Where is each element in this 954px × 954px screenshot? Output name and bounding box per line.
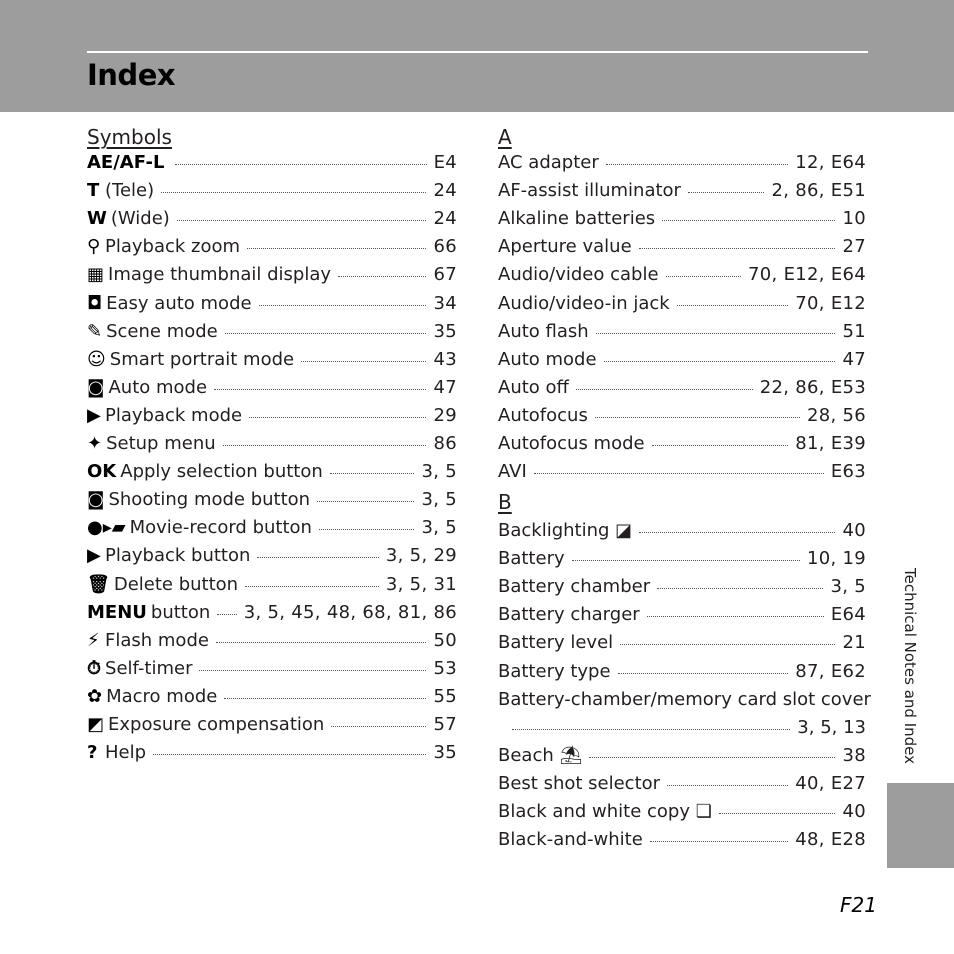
list-item bbox=[498, 405, 866, 431]
dot-leader bbox=[677, 305, 789, 306]
section-b-list bbox=[498, 520, 871, 860]
list-item-pages: 22, 86, E53 bbox=[759, 376, 866, 398]
list-item-label: Shooting mode button bbox=[108, 489, 311, 511]
list-item bbox=[498, 152, 866, 178]
section-heading-a: A bbox=[498, 125, 512, 149]
symbol-icon: ⚲ bbox=[87, 236, 101, 258]
dot-leader bbox=[595, 417, 800, 418]
dot-leader bbox=[214, 389, 426, 390]
list-item-pages: 29 bbox=[433, 404, 457, 426]
list-item-label: (Tele) bbox=[105, 180, 155, 202]
list-item bbox=[87, 714, 457, 740]
list-item bbox=[498, 461, 866, 487]
list-item-label: Macro mode bbox=[106, 685, 218, 707]
list-item bbox=[87, 574, 457, 600]
symbol-icon: AE/AF-L bbox=[87, 152, 165, 173]
list-item-pages: 70, E12 bbox=[795, 292, 866, 314]
symbol-icon: MENU bbox=[87, 601, 147, 623]
list-item-pages: 3, 5 bbox=[421, 517, 457, 539]
symbol-icon: ▶ bbox=[87, 545, 101, 567]
list-item-pages: E4 bbox=[433, 152, 457, 173]
list-item-label: Audio/video cable bbox=[498, 264, 659, 286]
list-item-wrapped-pages: 3, 5, 13 bbox=[797, 716, 866, 738]
list-item-pages: 3, 5, 45, 48, 68, 81, 86 bbox=[243, 601, 457, 623]
symbol-icon: T bbox=[87, 180, 100, 202]
list-item-label: Beach ⛱ bbox=[498, 744, 583, 766]
list-item-label: Auto mode bbox=[108, 376, 208, 398]
dot-leader bbox=[576, 389, 753, 390]
symbol-icon: ▦ bbox=[87, 264, 105, 286]
section-a-list bbox=[498, 152, 866, 483]
dot-leader bbox=[177, 220, 427, 221]
dot-leader bbox=[319, 529, 414, 530]
list-item bbox=[87, 461, 457, 487]
list-item-label: Smart portrait mode bbox=[109, 348, 295, 370]
dot-leader bbox=[153, 754, 426, 755]
list-item bbox=[87, 236, 457, 262]
list-item bbox=[87, 208, 457, 234]
list-item-pages: 40 bbox=[842, 801, 866, 822]
list-item-label: Auto mode bbox=[498, 348, 597, 370]
list-item-pages: 57 bbox=[433, 714, 457, 735]
list-item bbox=[498, 745, 866, 771]
list-item bbox=[498, 321, 866, 347]
list-item-pages: 10 bbox=[842, 208, 866, 230]
symbol-icon: ? bbox=[87, 742, 98, 764]
symbol-icon: ◩ bbox=[87, 714, 105, 735]
dot-leader bbox=[639, 248, 836, 249]
list-item bbox=[87, 377, 457, 403]
dot-leader bbox=[589, 757, 835, 758]
symbol-icon: 🗑 bbox=[87, 573, 110, 595]
list-item bbox=[87, 293, 457, 319]
list-item-pages: 24 bbox=[433, 208, 457, 230]
list-item-pages: 35 bbox=[433, 742, 457, 764]
symbol-icon: W bbox=[87, 208, 107, 230]
list-item-label: Playback button bbox=[105, 545, 251, 567]
dot-leader bbox=[639, 532, 835, 533]
list-item-label: Playback mode bbox=[105, 404, 243, 426]
dot-leader bbox=[572, 560, 800, 561]
list-item-label: AF-assist illuminator bbox=[498, 180, 681, 202]
list-item-label: (Wide) bbox=[110, 208, 170, 230]
side-tab-text: Technical Notes and Index bbox=[901, 568, 919, 765]
list-item bbox=[87, 180, 457, 206]
dot-leader bbox=[217, 614, 236, 615]
symbol-icon: ◙ bbox=[87, 376, 105, 398]
list-item-pages: 3, 5, 29 bbox=[385, 545, 457, 567]
list-item-label: Image thumbnail display bbox=[108, 264, 332, 286]
list-item bbox=[498, 293, 866, 319]
list-item bbox=[87, 152, 457, 178]
list-item bbox=[87, 405, 457, 431]
list-item-wrapped-label: Battery-chamber/memory card slot cover bbox=[498, 688, 871, 710]
list-item bbox=[498, 180, 866, 206]
dot-leader bbox=[199, 670, 426, 671]
list-item bbox=[498, 264, 866, 290]
list-item-pages: 86 bbox=[433, 433, 457, 454]
list-item bbox=[498, 661, 866, 687]
dot-leader bbox=[331, 726, 426, 727]
list-item-pages: 12, E64 bbox=[795, 152, 866, 173]
list-item-label: Exposure compensation bbox=[108, 714, 325, 735]
list-item-pages: 50 bbox=[433, 629, 457, 651]
section-heading-b: B bbox=[498, 490, 512, 514]
list-item-pages: 3, 5 bbox=[421, 489, 457, 511]
symbol-icon: ✿ bbox=[87, 685, 103, 707]
page-folio: F21 bbox=[840, 893, 877, 917]
dot-leader bbox=[647, 616, 824, 617]
list-item-pages: 87, E62 bbox=[795, 660, 866, 682]
list-item-label: Setup menu bbox=[106, 433, 216, 454]
list-item bbox=[87, 517, 457, 543]
dot-leader bbox=[317, 501, 414, 502]
list-item-pages: 55 bbox=[433, 685, 457, 707]
dot-leader bbox=[224, 698, 426, 699]
list-item bbox=[498, 377, 866, 403]
list-item bbox=[87, 658, 457, 684]
list-item-pages: 67 bbox=[433, 264, 457, 286]
dot-leader bbox=[175, 164, 426, 165]
list-item-pages: 81, E39 bbox=[795, 433, 866, 454]
list-item-label: Alkaline batteries bbox=[498, 208, 656, 230]
list-item-label: Battery charger bbox=[498, 604, 640, 626]
dot-leader bbox=[606, 164, 789, 165]
dot-leader bbox=[301, 361, 426, 362]
list-item-label: Flash mode bbox=[105, 629, 209, 651]
dot-leader bbox=[662, 220, 835, 221]
dot-leader bbox=[667, 785, 788, 786]
list-item bbox=[498, 236, 866, 262]
list-item-label: Scene mode bbox=[106, 320, 218, 342]
list-item-pages: 38 bbox=[842, 744, 866, 766]
list-item-label: Battery bbox=[498, 548, 565, 570]
list-item-label: AC adapter bbox=[498, 152, 599, 173]
list-item bbox=[87, 321, 457, 347]
list-item-pages: 35 bbox=[433, 320, 457, 342]
list-item-label: Movie-record button bbox=[129, 517, 312, 539]
list-item-pages: 3, 5 bbox=[830, 576, 866, 598]
list-item bbox=[87, 433, 457, 459]
list-item-pages: 21 bbox=[842, 632, 866, 654]
dot-leader bbox=[259, 305, 427, 306]
list-item-label: Easy auto mode bbox=[106, 292, 252, 314]
list-item-label: Autofocus bbox=[498, 404, 588, 426]
list-item-label: Self-timer bbox=[105, 657, 193, 679]
list-item-label: Best shot selector bbox=[498, 772, 661, 794]
header-rule bbox=[87, 51, 868, 53]
list-item-pages: 27 bbox=[842, 236, 866, 258]
dot-leader bbox=[330, 473, 415, 474]
symbol-icon: OK bbox=[87, 461, 117, 483]
list-item-label: Playback zoom bbox=[105, 236, 241, 258]
list-item-pages: 10, 19 bbox=[806, 548, 866, 570]
list-item bbox=[87, 489, 457, 515]
dot-leader bbox=[216, 642, 427, 643]
list-item bbox=[87, 349, 457, 375]
symbol-icon: ⚡ bbox=[87, 629, 100, 651]
list-item bbox=[498, 801, 866, 827]
list-item-label: Backlighting ◪ bbox=[498, 520, 633, 541]
list-item bbox=[498, 349, 866, 375]
list-item-label: button bbox=[150, 601, 211, 623]
list-item-label: Apply selection button bbox=[120, 461, 323, 483]
list-item-pages: 34 bbox=[433, 292, 457, 314]
list-item-label: Aperture value bbox=[498, 236, 632, 258]
dot-leader bbox=[604, 361, 836, 362]
symbol-icon: ●▸▰ bbox=[87, 517, 126, 539]
side-tab bbox=[887, 783, 954, 868]
list-item bbox=[87, 630, 457, 656]
symbol-icon: ⏱ bbox=[87, 657, 102, 679]
dot-leader bbox=[657, 588, 823, 589]
list-item-pages: 43 bbox=[433, 348, 457, 370]
list-item-pages: 47 bbox=[842, 348, 866, 370]
list-item bbox=[87, 545, 457, 571]
dot-leader bbox=[688, 192, 765, 193]
list-item bbox=[87, 264, 457, 290]
list-item-pages: 2, 86, E51 bbox=[771, 180, 866, 202]
list-item-pages: E63 bbox=[830, 461, 866, 483]
dot-leader bbox=[596, 333, 836, 334]
list-item bbox=[498, 604, 866, 630]
symbol-icon: ◘ bbox=[87, 292, 103, 314]
dot-leader bbox=[620, 644, 835, 645]
list-item-pages: 66 bbox=[433, 236, 457, 258]
symbols-list bbox=[87, 152, 457, 772]
list-item bbox=[87, 742, 457, 768]
list-item-pages: 24 bbox=[433, 180, 457, 202]
list-item-pages: 3, 5, 31 bbox=[385, 573, 457, 595]
list-item-pages: 28, 56 bbox=[806, 404, 866, 426]
list-item bbox=[498, 773, 866, 799]
dot-leader bbox=[225, 333, 427, 334]
list-item-label: Help bbox=[105, 742, 147, 764]
list-item-label: Battery level bbox=[498, 632, 614, 654]
dot-leader bbox=[652, 445, 789, 446]
list-item bbox=[498, 829, 866, 855]
list-item-pages: 40 bbox=[842, 520, 866, 541]
dot-leader bbox=[534, 473, 824, 474]
list-item bbox=[498, 520, 866, 546]
list-item-wrapped-pages-row bbox=[512, 717, 866, 743]
dot-leader bbox=[512, 729, 790, 730]
header-band bbox=[0, 0, 954, 112]
list-item-label: Black and white copy ❏ bbox=[498, 801, 712, 822]
dot-leader bbox=[257, 557, 378, 558]
list-item-label: Battery type bbox=[498, 660, 611, 682]
dot-leader bbox=[161, 192, 426, 193]
list-item-pages: 47 bbox=[433, 376, 457, 398]
list-item-label: Battery chamber bbox=[498, 576, 651, 598]
list-item bbox=[498, 433, 866, 459]
list-item bbox=[498, 632, 866, 658]
symbol-icon: ◙ bbox=[87, 489, 105, 511]
dot-leader bbox=[223, 445, 427, 446]
list-item-pages: 3, 5 bbox=[421, 461, 457, 483]
list-item-pages: 40, E27 bbox=[795, 772, 866, 794]
list-item bbox=[87, 686, 457, 712]
list-item-label: Audio/video-in jack bbox=[498, 292, 670, 314]
dot-leader bbox=[247, 248, 426, 249]
dot-leader bbox=[666, 276, 742, 277]
list-item-pages: 51 bbox=[842, 320, 866, 342]
list-item-label: Black-and-white bbox=[498, 829, 643, 851]
list-item bbox=[498, 548, 866, 574]
list-item-label: Auto off bbox=[498, 376, 569, 398]
list-item-label: Autofocus mode bbox=[498, 433, 645, 454]
list-item bbox=[498, 208, 866, 234]
symbol-icon: ✎ bbox=[87, 320, 103, 342]
list-item-label: AVI bbox=[498, 461, 527, 483]
dot-leader bbox=[618, 673, 789, 674]
list-item-label: Auto flash bbox=[498, 320, 589, 342]
dot-leader bbox=[338, 276, 426, 277]
dot-leader bbox=[245, 586, 379, 587]
dot-leader bbox=[719, 813, 836, 814]
list-item-pages: 48, E28 bbox=[795, 829, 866, 851]
list-item bbox=[87, 602, 457, 628]
symbol-icon: ✦ bbox=[87, 433, 103, 454]
dot-leader bbox=[650, 841, 788, 842]
page-title: Index bbox=[87, 58, 176, 92]
symbol-icon: ▶ bbox=[87, 404, 101, 426]
list-item bbox=[498, 576, 866, 602]
list-item-label: Delete button bbox=[113, 573, 239, 595]
section-heading-symbols: Symbols bbox=[87, 125, 172, 149]
list-item-pages: 70, E12, E64 bbox=[748, 264, 866, 286]
dot-leader bbox=[249, 417, 426, 418]
list-item-pages: E64 bbox=[830, 604, 866, 626]
list-item-pages: 53 bbox=[433, 657, 457, 679]
symbol-icon: ☺ bbox=[87, 348, 106, 370]
